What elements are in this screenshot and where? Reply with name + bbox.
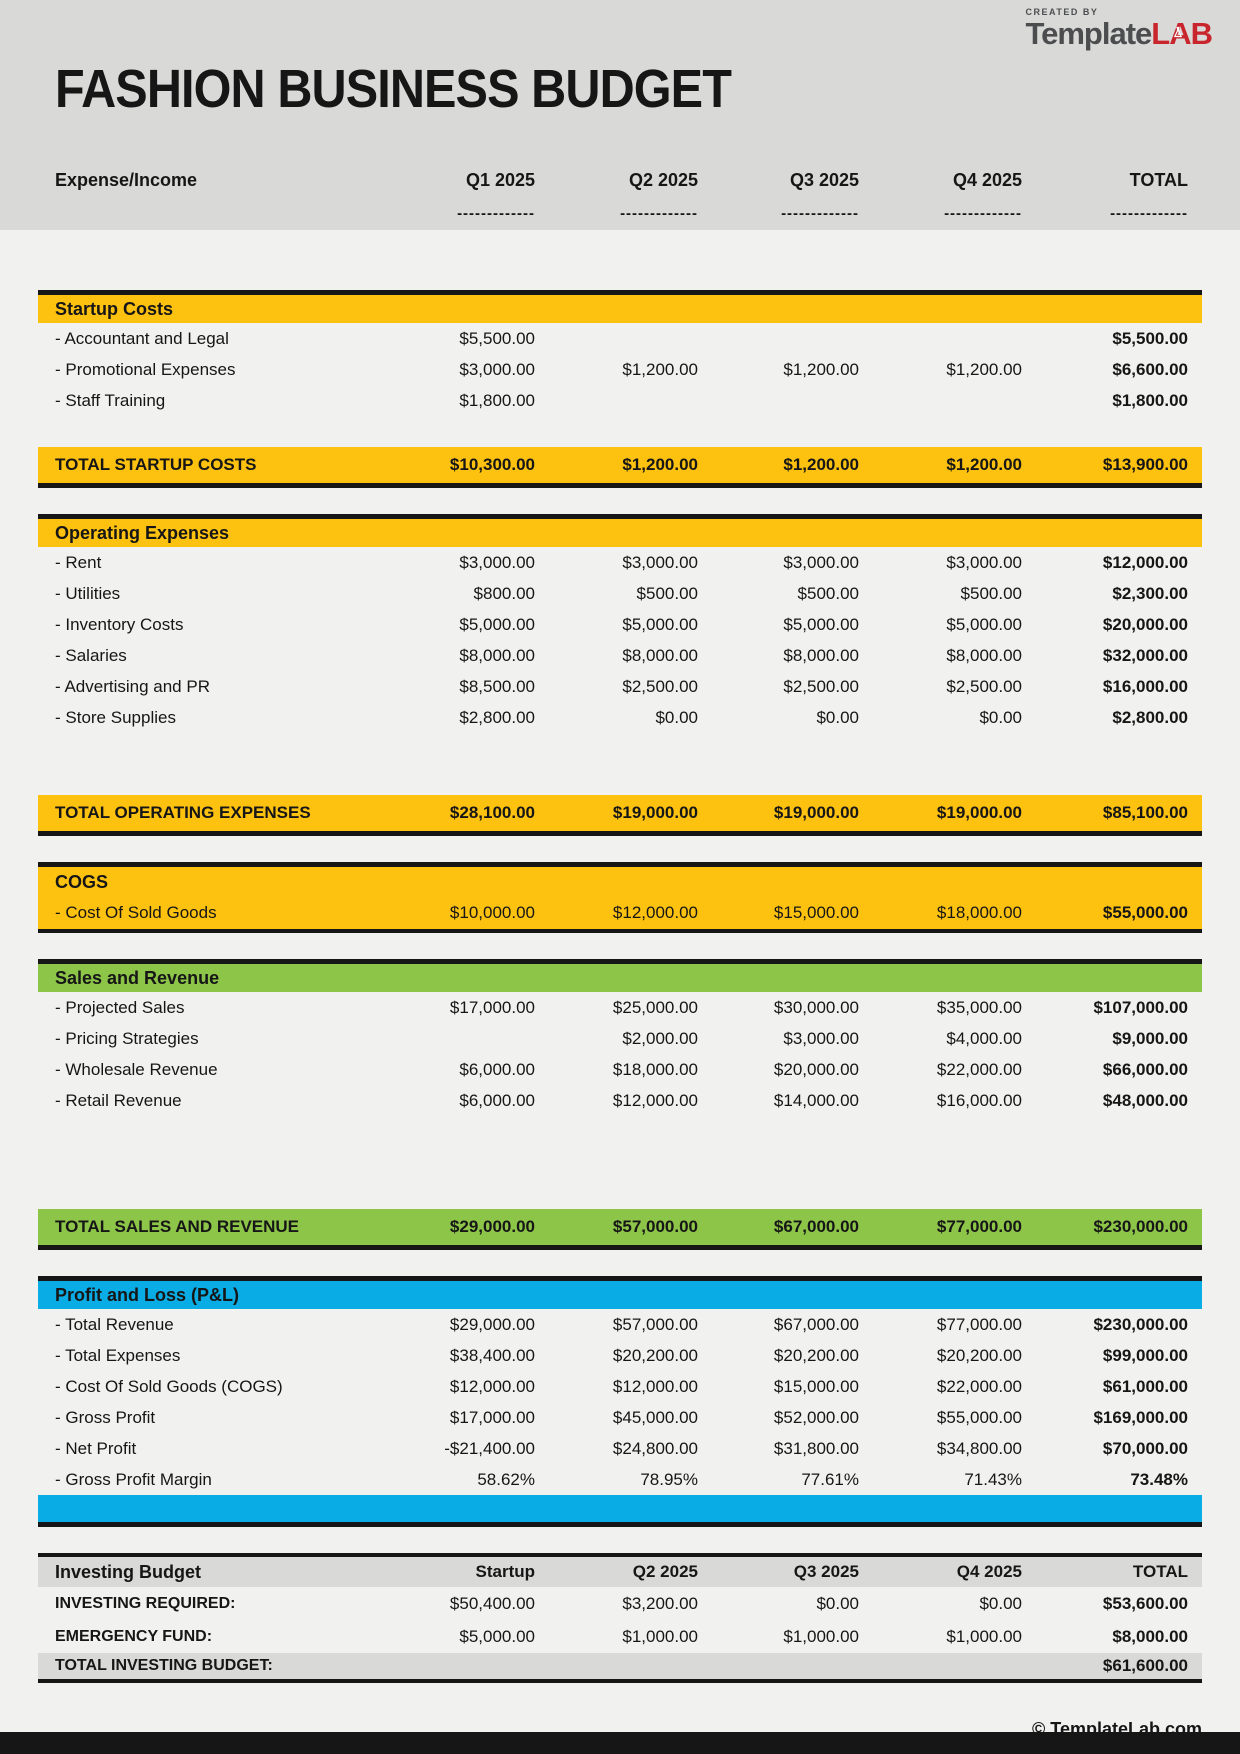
row-label: - Advertising and PR bbox=[55, 676, 210, 696]
cell-value: $66,000.00 bbox=[1102, 1059, 1188, 1079]
budget-section bbox=[38, 514, 1202, 836]
flask-icon bbox=[1172, 26, 1184, 39]
column-label-expense-income: Expense/Income bbox=[55, 170, 198, 190]
cell-value: $3,000.00 bbox=[459, 359, 535, 379]
section-title: COGS bbox=[55, 871, 109, 892]
table-row bbox=[38, 1023, 1202, 1054]
cell-value: $19,000.00 bbox=[612, 803, 698, 822]
table-row bbox=[38, 1433, 1202, 1464]
cell-value: $20,200.00 bbox=[936, 1345, 1022, 1365]
cell-value: $55,000.00 bbox=[936, 1407, 1022, 1427]
budget-section bbox=[38, 862, 1202, 933]
divider-dashes: ------------- bbox=[620, 205, 698, 222]
investing-column-q3: Q3 2025 bbox=[793, 1562, 859, 1581]
column-divider-row bbox=[38, 205, 1202, 222]
cell-value: $230,000.00 bbox=[1093, 1314, 1188, 1334]
cell-value: $32,000.00 bbox=[1102, 645, 1188, 665]
cell-value: $99,000.00 bbox=[1102, 1345, 1188, 1365]
table-row bbox=[38, 547, 1202, 578]
cell-value: $85,100.00 bbox=[1102, 803, 1188, 822]
cell-value: $12,000.00 bbox=[612, 903, 698, 922]
section-title: Sales and Revenue bbox=[55, 967, 220, 988]
cell-value: $45,000.00 bbox=[612, 1407, 698, 1427]
cell-value: $70,000.00 bbox=[1102, 1438, 1188, 1458]
row-label: - Staff Training bbox=[55, 390, 166, 410]
table-row bbox=[38, 992, 1202, 1023]
cell-value: $8,500.00 bbox=[459, 676, 535, 696]
row-label: - Cost Of Sold Goods bbox=[55, 903, 217, 922]
cell-value: $1,800.00 bbox=[1112, 390, 1188, 410]
column-header-row bbox=[38, 170, 1202, 191]
row-label: - Wholesale Revenue bbox=[55, 1059, 218, 1079]
table-row bbox=[38, 1276, 1202, 1309]
table-row bbox=[38, 764, 1202, 795]
cell-value: $24,800.00 bbox=[612, 1438, 698, 1458]
cell-value: $1,200.00 bbox=[946, 359, 1022, 379]
cell-value: $230,000.00 bbox=[1093, 1217, 1188, 1236]
cell-value: $30,000.00 bbox=[773, 997, 859, 1017]
row-label: INVESTING REQUIRED: bbox=[55, 1594, 236, 1612]
cell-value: $8,000.00 bbox=[459, 645, 535, 665]
cell-value: $57,000.00 bbox=[612, 1314, 698, 1334]
row-label: - Retail Revenue bbox=[55, 1090, 182, 1110]
cell-value: $500.00 bbox=[960, 583, 1022, 603]
cell-value: $1,800.00 bbox=[459, 390, 535, 410]
divider-dashes: ------------- bbox=[944, 205, 1022, 222]
cell-value: $15,000.00 bbox=[773, 903, 859, 922]
cell-value: $500.00 bbox=[797, 583, 859, 603]
row-label: - Projected Sales bbox=[55, 997, 185, 1017]
cell-value: $2,500.00 bbox=[622, 676, 698, 696]
cell-value: $17,000.00 bbox=[449, 1407, 535, 1427]
section-title: Startup Costs bbox=[55, 298, 174, 319]
column-header bbox=[38, 170, 1202, 222]
row-label: - Store Supplies bbox=[55, 707, 176, 727]
cell-value: $38,400.00 bbox=[449, 1345, 535, 1365]
cell-value: $20,200.00 bbox=[773, 1345, 859, 1365]
cell-value: $3,000.00 bbox=[783, 1028, 859, 1048]
cell-value: $16,000.00 bbox=[1102, 676, 1188, 696]
cell-value: $5,000.00 bbox=[459, 614, 535, 634]
table-row bbox=[38, 1116, 1202, 1147]
cell-value: $20,200.00 bbox=[612, 1345, 698, 1365]
cell-value: $0.00 bbox=[655, 707, 698, 727]
table-row bbox=[38, 323, 1202, 354]
cell-value: $29,000.00 bbox=[449, 1314, 535, 1334]
logo-wordmark bbox=[1025, 16, 1212, 51]
logo-lab-text: LAB bbox=[1151, 16, 1212, 51]
cell-value: $5,000.00 bbox=[459, 1626, 535, 1646]
cell-value: $34,800.00 bbox=[936, 1438, 1022, 1458]
table-row bbox=[38, 867, 1202, 897]
cell-value: $22,000.00 bbox=[936, 1059, 1022, 1079]
column-label-q3: Q3 2025 bbox=[789, 170, 859, 190]
cell-value: $3,000.00 bbox=[459, 552, 535, 572]
cell-value: $8,000.00 bbox=[783, 645, 859, 665]
cell-value: $1,200.00 bbox=[783, 455, 859, 474]
table-row bbox=[38, 416, 1202, 447]
cell-value: $3,000.00 bbox=[783, 552, 859, 572]
cell-value: $6,000.00 bbox=[459, 1090, 535, 1110]
cell-value: 77.61% bbox=[801, 1469, 859, 1489]
cell-value: $25,000.00 bbox=[612, 997, 698, 1017]
cell-value: $18,000.00 bbox=[936, 903, 1022, 922]
cell-value: $0.00 bbox=[816, 1593, 859, 1613]
cell-value: 58.62% bbox=[477, 1469, 535, 1489]
cell-value: $22,000.00 bbox=[936, 1376, 1022, 1396]
cell-value: $77,000.00 bbox=[936, 1217, 1022, 1236]
page-title: FASHION BUSINESS BUDGET bbox=[55, 59, 731, 119]
table-row bbox=[38, 290, 1202, 323]
total-row-label: TOTAL STARTUP COSTS bbox=[55, 455, 257, 474]
cell-value: $107,000.00 bbox=[1093, 997, 1188, 1017]
cell-value: $29,000.00 bbox=[449, 1217, 535, 1236]
row-label: - Utilities bbox=[55, 583, 121, 603]
cell-value: $8,000.00 bbox=[1112, 1626, 1188, 1646]
row-label: - Total Expenses bbox=[55, 1345, 181, 1365]
budget-sections bbox=[38, 290, 1202, 1527]
investing-section bbox=[38, 1553, 1202, 1683]
cell-value: $12,000.00 bbox=[612, 1376, 698, 1396]
cell-value: $12,000.00 bbox=[449, 1376, 535, 1396]
cell-value: $8,000.00 bbox=[622, 645, 698, 665]
cell-value: 73.48% bbox=[1130, 1469, 1188, 1489]
row-label: - Cost Of Sold Goods (COGS) bbox=[55, 1376, 283, 1396]
table-row bbox=[38, 514, 1202, 547]
cell-value: $3,000.00 bbox=[946, 552, 1022, 572]
table-row bbox=[38, 1178, 1202, 1209]
table-row bbox=[38, 1085, 1202, 1116]
cell-value: $31,800.00 bbox=[773, 1438, 859, 1458]
table-row bbox=[38, 609, 1202, 640]
cell-value: $169,000.00 bbox=[1093, 1407, 1188, 1427]
cell-value: $67,000.00 bbox=[773, 1217, 859, 1236]
cell-value: $2,800.00 bbox=[459, 707, 535, 727]
cell-value: $5,000.00 bbox=[946, 614, 1022, 634]
budget-section bbox=[38, 959, 1202, 1250]
investing-column-q2: Q2 2025 bbox=[632, 1562, 698, 1581]
templatelab-link[interactable]: © TemplateLab.com bbox=[1032, 1719, 1202, 1739]
cell-value: $67,000.00 bbox=[773, 1314, 859, 1334]
section-total-row bbox=[38, 447, 1202, 488]
cell-value: $5,500.00 bbox=[1112, 328, 1188, 348]
cell-value: $13,900.00 bbox=[1102, 455, 1188, 474]
row-label: - Rent bbox=[55, 552, 102, 572]
row-label: - Total Revenue bbox=[55, 1314, 174, 1334]
cell-value: $15,000.00 bbox=[773, 1376, 859, 1396]
total-row-label: TOTAL OPERATING EXPENSES bbox=[55, 803, 311, 822]
templatelab-logo bbox=[1025, 8, 1212, 49]
cell-value: $1,200.00 bbox=[946, 455, 1022, 474]
row-label: - Promotional Expenses bbox=[55, 359, 236, 379]
cell-value: $1,000.00 bbox=[946, 1626, 1022, 1646]
section-title: Operating Expenses bbox=[55, 522, 230, 543]
cell-value: $5,500.00 bbox=[459, 328, 535, 348]
cell-value: $55,000.00 bbox=[1102, 903, 1188, 922]
cell-value: $6,600.00 bbox=[1112, 359, 1188, 379]
investing-section-title: Investing Budget bbox=[55, 1561, 202, 1582]
cell-value: $2,500.00 bbox=[783, 676, 859, 696]
column-label-q1: Q1 2025 bbox=[465, 170, 535, 190]
cell-value: $3,000.00 bbox=[622, 552, 698, 572]
table-row bbox=[38, 897, 1202, 929]
cell-value: $19,000.00 bbox=[773, 803, 859, 822]
table-row bbox=[38, 959, 1202, 992]
cell-value: $28,100.00 bbox=[449, 803, 535, 822]
cell-value: $2,300.00 bbox=[1112, 583, 1188, 603]
column-label-total: TOTAL bbox=[1129, 170, 1188, 190]
logo-template-text: Template bbox=[1025, 16, 1152, 51]
cell-value: $20,000.00 bbox=[1102, 614, 1188, 634]
cell-value: $61,600.00 bbox=[1102, 1656, 1188, 1675]
cell-value: $1,000.00 bbox=[622, 1626, 698, 1646]
table-row bbox=[38, 1587, 1202, 1620]
cell-value: $2,500.00 bbox=[946, 676, 1022, 696]
table-row bbox=[38, 1371, 1202, 1402]
cell-value: $6,000.00 bbox=[459, 1059, 535, 1079]
cell-value: $20,000.00 bbox=[773, 1059, 859, 1079]
cell-value: $50,400.00 bbox=[449, 1593, 535, 1613]
total-row-label: TOTAL SALES AND REVENUE bbox=[55, 1217, 300, 1236]
document-header bbox=[0, 0, 1240, 230]
section-total-row bbox=[38, 795, 1202, 836]
cell-value: $18,000.00 bbox=[612, 1059, 698, 1079]
cell-value: 78.95% bbox=[640, 1469, 698, 1489]
table-row bbox=[38, 578, 1202, 609]
cell-value: $17,000.00 bbox=[449, 997, 535, 1017]
cell-value: $0.00 bbox=[979, 707, 1022, 727]
cell-value: $0.00 bbox=[816, 707, 859, 727]
table-row bbox=[38, 1054, 1202, 1085]
table-row bbox=[38, 702, 1202, 733]
investing-total-row bbox=[38, 1653, 1202, 1683]
cell-value: $1,000.00 bbox=[783, 1626, 859, 1646]
cell-value: $53,600.00 bbox=[1102, 1593, 1188, 1613]
section-total-row bbox=[38, 1209, 1202, 1250]
table-row bbox=[38, 1620, 1202, 1653]
cell-value: $19,000.00 bbox=[936, 803, 1022, 822]
table-row bbox=[38, 1464, 1202, 1495]
cell-value: $35,000.00 bbox=[936, 997, 1022, 1017]
column-label-q4: Q4 2025 bbox=[952, 170, 1022, 190]
row-label: - Gross Profit bbox=[55, 1407, 156, 1427]
cell-value: $77,000.00 bbox=[936, 1314, 1022, 1334]
cell-value: $48,000.00 bbox=[1102, 1090, 1188, 1110]
cell-value: $1,200.00 bbox=[622, 359, 698, 379]
investing-header-row bbox=[38, 1553, 1202, 1587]
section-title: Profit and Loss (P&L) bbox=[55, 1284, 239, 1305]
cell-value: $12,000.00 bbox=[1102, 552, 1188, 572]
section-color-bar bbox=[38, 1495, 1202, 1527]
row-label: - Net Profit bbox=[55, 1438, 137, 1458]
divider-dashes: ------------- bbox=[1110, 205, 1188, 222]
table-row bbox=[38, 640, 1202, 671]
cell-value: $1,200.00 bbox=[622, 455, 698, 474]
cell-value: $5,000.00 bbox=[622, 614, 698, 634]
cell-value: $4,000.00 bbox=[946, 1028, 1022, 1048]
cell-value: $8,000.00 bbox=[946, 645, 1022, 665]
table-row bbox=[38, 385, 1202, 416]
cell-value: -$21,400.00 bbox=[444, 1438, 535, 1458]
table-row bbox=[38, 733, 1202, 764]
row-label: - Pricing Strategies bbox=[55, 1028, 199, 1048]
cell-value: $1,200.00 bbox=[783, 359, 859, 379]
cell-value: $14,000.00 bbox=[773, 1090, 859, 1110]
table-row bbox=[38, 671, 1202, 702]
cell-value: $3,200.00 bbox=[622, 1593, 698, 1613]
row-label: - Gross Profit Margin bbox=[55, 1469, 212, 1489]
table-row bbox=[38, 1402, 1202, 1433]
cell-value: $800.00 bbox=[473, 583, 535, 603]
cell-value: $500.00 bbox=[636, 583, 698, 603]
divider-dashes: ------------- bbox=[781, 205, 859, 222]
cell-value: $52,000.00 bbox=[773, 1407, 859, 1427]
table-row bbox=[38, 354, 1202, 385]
row-label: - Accountant and Legal bbox=[55, 328, 229, 348]
row-label: TOTAL INVESTING BUDGET: bbox=[55, 1657, 273, 1674]
budget-section bbox=[38, 1276, 1202, 1527]
cell-value: $5,000.00 bbox=[783, 614, 859, 634]
cell-value: $2,800.00 bbox=[1112, 707, 1188, 727]
cell-value: $57,000.00 bbox=[612, 1217, 698, 1236]
investing-column-total: TOTAL bbox=[1132, 1562, 1188, 1581]
cell-value: $10,300.00 bbox=[449, 455, 535, 474]
row-label: EMERGENCY FUND: bbox=[55, 1627, 213, 1645]
cell-value: $10,000.00 bbox=[449, 903, 535, 922]
row-label: - Inventory Costs bbox=[55, 614, 184, 634]
investing-column-q4: Q4 2025 bbox=[956, 1562, 1022, 1581]
cell-value: $2,000.00 bbox=[622, 1028, 698, 1048]
page-footer bbox=[38, 1719, 1202, 1740]
cell-value: 71.43% bbox=[964, 1469, 1022, 1489]
table-row bbox=[38, 1147, 1202, 1178]
row-label: - Salaries bbox=[55, 645, 127, 665]
created-by-label: CREATED BY bbox=[1025, 7, 1099, 17]
table-row bbox=[38, 1340, 1202, 1371]
divider-dashes: ------------- bbox=[457, 205, 535, 222]
column-label-q2: Q2 2025 bbox=[628, 170, 698, 190]
cell-value: $0.00 bbox=[979, 1593, 1022, 1613]
investing-column-startup: Startup bbox=[475, 1562, 535, 1581]
cell-value: $61,000.00 bbox=[1102, 1376, 1188, 1396]
table-row bbox=[38, 1309, 1202, 1340]
cell-value: $16,000.00 bbox=[936, 1090, 1022, 1110]
cell-value: $9,000.00 bbox=[1112, 1028, 1188, 1048]
cell-value: $12,000.00 bbox=[612, 1090, 698, 1110]
budget-section bbox=[38, 290, 1202, 488]
